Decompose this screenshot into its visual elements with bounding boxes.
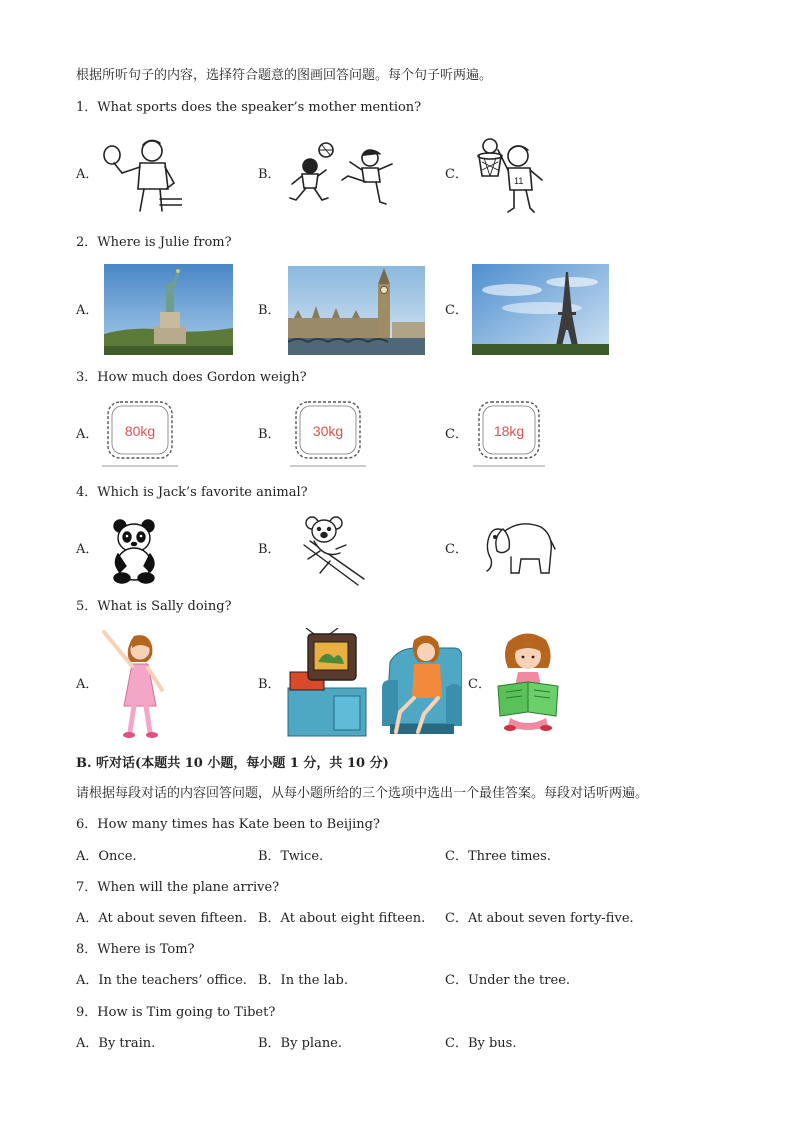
question-number: 2． — [76, 235, 98, 250]
question-4 — [76, 485, 308, 501]
question-text: What sports does the speaker’s mother mention? — [97, 100, 422, 115]
statue-of-liberty-photo — [104, 264, 233, 355]
reading-girl-picture — [496, 628, 562, 734]
weight-card-18kg — [473, 398, 545, 468]
elephant-picture — [481, 515, 557, 577]
option-b: B．In the lab. — [258, 973, 348, 988]
ping-pong-boy-picture — [100, 133, 182, 213]
weight-label: 30kg — [312, 423, 344, 439]
dancing-girl-picture — [100, 628, 172, 740]
option-b: B．By plane. — [258, 1036, 343, 1051]
question-number: 8． — [76, 942, 98, 957]
option-label-a: A． — [76, 427, 99, 442]
intro-instruction: 根据所听句子的内容，选择符合题意的图画回答问题。每个句子听两遍。 — [76, 68, 493, 83]
question-1 — [76, 100, 421, 116]
question-number: 4． — [76, 485, 98, 500]
option-a: A．Once. — [76, 849, 137, 864]
weight-label: 18kg — [493, 423, 525, 439]
option-label-c: C． — [468, 677, 491, 692]
question-6 — [76, 817, 380, 833]
question-number: 9． — [76, 1005, 98, 1020]
svg-text:11: 11 — [514, 176, 524, 186]
option-a: A．At about seven fifteen. — [76, 911, 248, 926]
question-number: 3． — [76, 370, 98, 385]
option-label-a: A． — [76, 167, 99, 182]
question-3 — [76, 370, 307, 386]
question-text: Where is Julie from? — [97, 235, 232, 250]
option-label-a: A． — [76, 542, 99, 557]
option-c: C．Three times. — [445, 849, 551, 864]
question-text: How is Tim going to Tibet? — [97, 1005, 276, 1020]
option-a: A．By train. — [76, 1036, 156, 1051]
weight-card-80kg — [102, 398, 178, 468]
section-b-instruction: 请根据每段对话的内容回答问题，从每小题所给的三个选项中选出一个最佳答案。每段对话听两遍。 — [76, 786, 649, 801]
basketball-boy-picture — [470, 136, 554, 214]
weight-card-30kg — [290, 398, 366, 468]
option-label-c: C． — [445, 303, 468, 318]
option-label-a: A． — [76, 303, 99, 318]
question-7 — [76, 880, 279, 896]
option-label-c: C． — [445, 167, 468, 182]
option-label-b: B． — [258, 677, 281, 692]
big-ben-london-photo — [288, 266, 425, 355]
question-9 — [76, 1005, 275, 1021]
question-text: What is Sally doing? — [97, 599, 232, 614]
option-label-c: C． — [445, 427, 468, 442]
panda-picture — [110, 518, 160, 584]
option-label-b: B． — [258, 542, 281, 557]
option-c: C．Under the tree. — [445, 973, 571, 988]
question-number: 6． — [76, 817, 98, 832]
koala-picture — [300, 515, 368, 589]
eiffel-tower-photo — [472, 264, 609, 355]
option-b: B．At about eight fifteen. — [258, 911, 426, 926]
question-number: 5． — [76, 599, 98, 614]
question-text: How many times has Kate been to Beijing? — [97, 817, 380, 832]
option-b: B．Twice. — [258, 849, 324, 864]
football-boys-picture — [288, 140, 396, 208]
section-b-title: B. 听对话(本题共 10 小题，每小题 1 分，共 10 分) — [76, 756, 389, 771]
option-label-b: B． — [258, 303, 281, 318]
question-2 — [76, 235, 232, 251]
question-text: Where is Tom? — [97, 942, 195, 957]
question-number: 7． — [76, 880, 98, 895]
option-label-b: B． — [258, 427, 281, 442]
question-number: 1． — [76, 100, 98, 115]
question-5 — [76, 599, 232, 615]
question-8 — [76, 942, 195, 958]
option-label-a: A． — [76, 677, 99, 692]
question-text: When will the plane arrive? — [97, 880, 280, 895]
question-text: Which is Jack’s favorite animal? — [97, 485, 308, 500]
option-a: A．In the teachers’ office. — [76, 973, 247, 988]
option-label-c: C． — [445, 542, 468, 557]
tv-and-armchair-picture — [286, 628, 462, 738]
option-c: C．At about seven forty-five. — [445, 911, 634, 926]
option-c: C．By bus. — [445, 1036, 517, 1051]
option-label-b: B． — [258, 167, 281, 182]
weight-label: 80kg — [124, 423, 156, 439]
question-text: How much does Gordon weigh? — [97, 370, 307, 385]
